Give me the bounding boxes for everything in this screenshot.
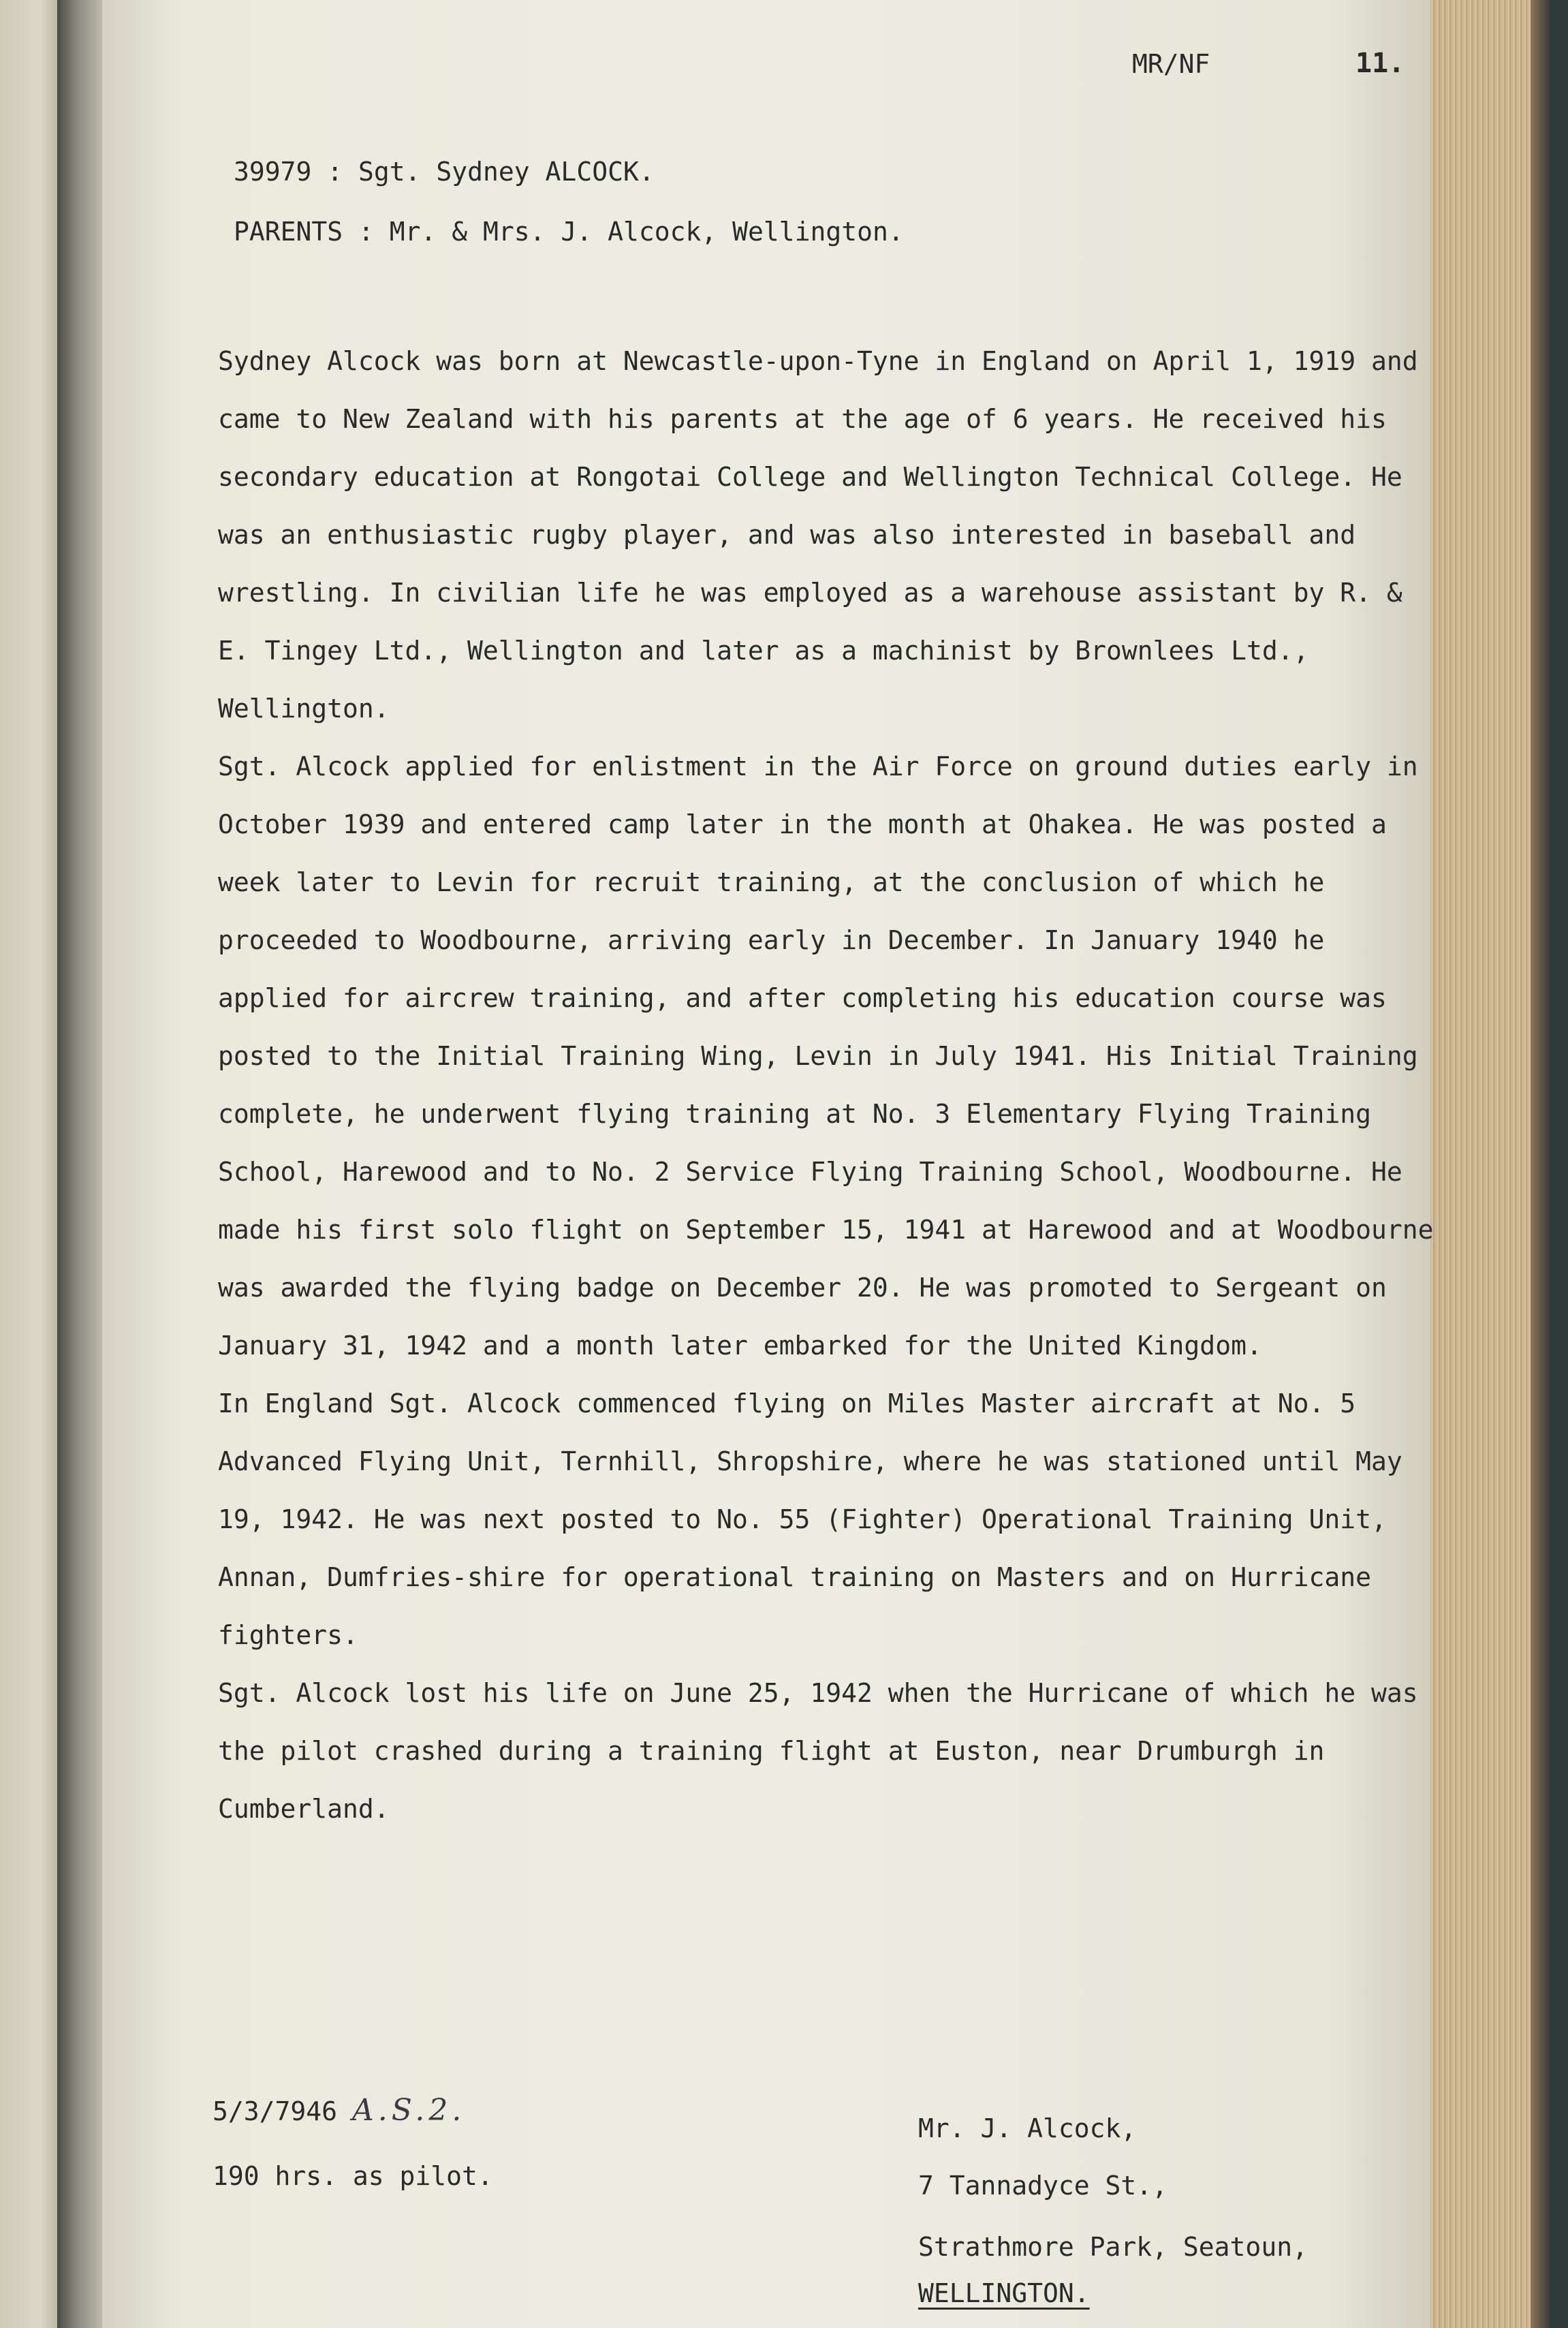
handwritten-initials: A.S.2.	[352, 2093, 466, 2128]
page-number: 11.	[1355, 48, 1405, 79]
biography-text	[218, 332, 1437, 1838]
record-title: 39979 : Sgt. Sydney ALCOCK.	[234, 157, 655, 187]
flying-hours: 190 hrs. as pilot.	[213, 2161, 493, 2191]
paragraph-early-life: Sydney Alcock was born at Newcastle-upon-Tyne in England on April 1, 1919 and came to New Zealand with his parents at the age of 6 years. He received his secondary education at Rongotai College and Wellington Technical College. He was an enthusiastic rugby player, and was also interested in baseball and wrestling. In civilian life he was employed as a warehouse assistant by R. & E. Tingey Ltd., Wellington and later as a machinist by Brownlees Ltd., Wellington.	[218, 346, 1418, 724]
address-line-street: 7 Tannadyce St.,	[918, 2171, 1168, 2201]
address-line-name: Mr. J. Alcock,	[918, 2113, 1137, 2143]
address-line-city: WELLINGTON.	[918, 2278, 1090, 2308]
parents-line: PARENTS : Mr. & Mrs. J. Alcock, Wellington.	[234, 217, 904, 247]
address-line-suburb: Strathmore Park, Seatoun,	[918, 2232, 1308, 2262]
paragraph-death: Sgt. Alcock lost his life on June 25, 1942 when the Hurricane of which he was the pilot crashed during a training flight at Euston, near Drumburgh in Cumberland.	[218, 1678, 1418, 1824]
reference-code: MR/NF	[1132, 49, 1210, 79]
record-date: 5/3/7946	[213, 2096, 338, 2126]
date-line	[213, 2093, 465, 2128]
page-edges	[1430, 0, 1550, 2328]
paragraph-england: In England Sgt. Alcock commenced flying on Miles Master aircraft at No. 5 Advanced Flying Unit, Ternhill, Shropshire, where he was stationed until May 19, 1942. He was next posted to No. 55 (Fighter) Operational Training Unit, Annan, Dumfries-shire for operational training on Masters and on Hurricane fighters.	[218, 1388, 1402, 1650]
paragraph-training: Sgt. Alcock applied for enlistment in the Air Force on ground duties early in October 1939 and entered camp later in the month at Ohakea. He was posted a week later to Levin for recruit training, at the conclusion of which he proceeded to Woodbourne, arriving early in December. In January 1940 he applied for aircrew training, and after completing his education course was posted to the Initial Training Wing, Levin in July 1941. His Initial Training complete, he underwent flying training at No. 3 Elementary Flying Training School, Harewood and to No. 2 Service Flying Training School, Woodbourne. He made his first solo flight on September 15, 1941 at Harewood and at Woodbourne was awarded the flying badge on December 20. He was promoted to Sergeant on January 31, 1942 and a month later embarked for the United Kingdom.	[218, 751, 1434, 1361]
left-page-edge	[0, 0, 57, 2328]
book-cover	[1550, 0, 1568, 2328]
